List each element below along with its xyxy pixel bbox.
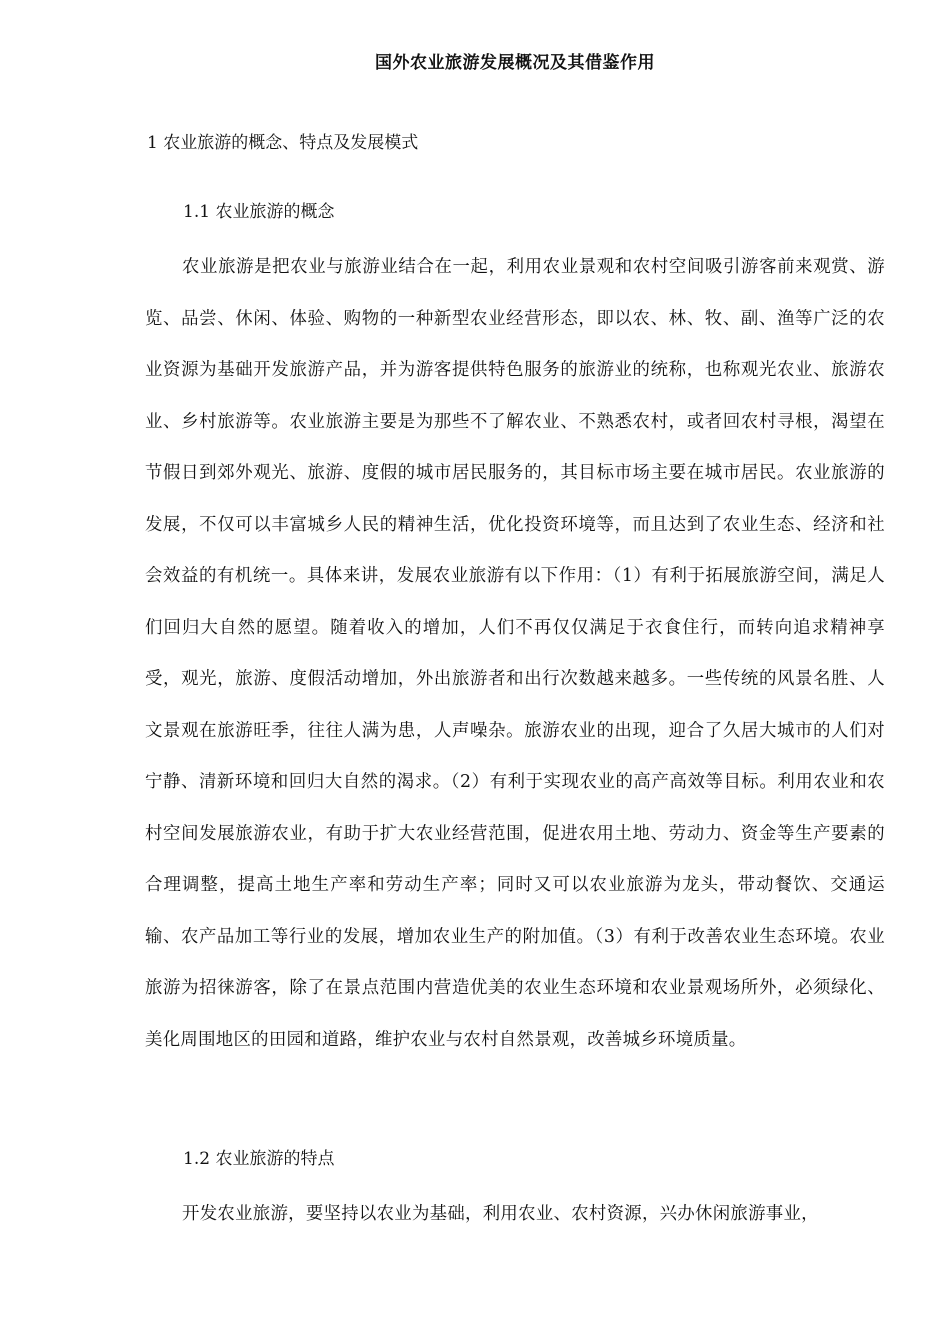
section-heading-1: 1 农业旅游的概念、特点及发展模式 [147, 133, 419, 153]
paragraph-concept: 农业旅游是把农业与旅游业结合在一起，利用农业景观和农村空间吸引游客前来观赏、游览、品尝、休闲、体验、购物的一种新型农业经营形态，即以农、林、牧、副、渔等广泛的农业资源为基础开发旅游产品，并为游客提供特色服务的旅游业的统称，也称观光农业、旅游农业、乡村旅游等。农业旅游主要是为那些不了解农业、不熟悉农村，或者回农村寻根，渴望在节假日到郊外观光、旅游、度假的城市居民服务的，其目标市场主要在城市居民。农业旅游的发展，不仅可以丰富城乡人民的精神生活，优化投资环境等，而且达到了农业生态、经济和社会效益的有机统一。具体来讲，发展农业旅游有以下作用：（1）有利于拓展旅游空间，满足人们回归大自然的愿望。随着收入的增加，人们不再仅仅满足于衣食住行，而转向追求精神享受，观光，旅游、度假活动增加，外出旅游者和出行次数越来越多。一些传统的风景名胜、人文景观在旅游旺季，往往人满为患，人声噪杂。旅游农业的出现，迎合了久居大城市的人们对宁静、清新环境和回归大自然的渴求。（2）有利于实现农业的高产高效等目标。利用农业和农村空间发展旅游农业，有助于扩大农业经营范围，促进农用土地、劳动力、资金等生产要素的合理调整，提高土地生产率和劳动生产率；同时又可以农业旅游为龙头，带动餐饮、交通运输、农产品加工等行业的发展，增加农业生产的附加值。（3）有利于改善农业生态环境。农业旅游为招徕游客，除了在景点范围内营造优美的农业生态环境和农业景观场所外，必须绿化、美化周围地区的田园和道路，维护农业与农村自然景观，改善城乡环境质量。 [145, 257, 885, 1050]
document-title: 国外农业旅游发展概况及其借鉴作用 [375, 53, 655, 73]
subsection-heading-1-1: 1.1 农业旅游的概念 [183, 202, 335, 222]
subsection-heading-1-2: 1.2 农业旅游的特点 [183, 1149, 335, 1169]
paragraph-features: 开发农业旅游，要坚持以农业为基础，利用农业、农村资源，兴办休闲旅游事业， [182, 1204, 819, 1224]
